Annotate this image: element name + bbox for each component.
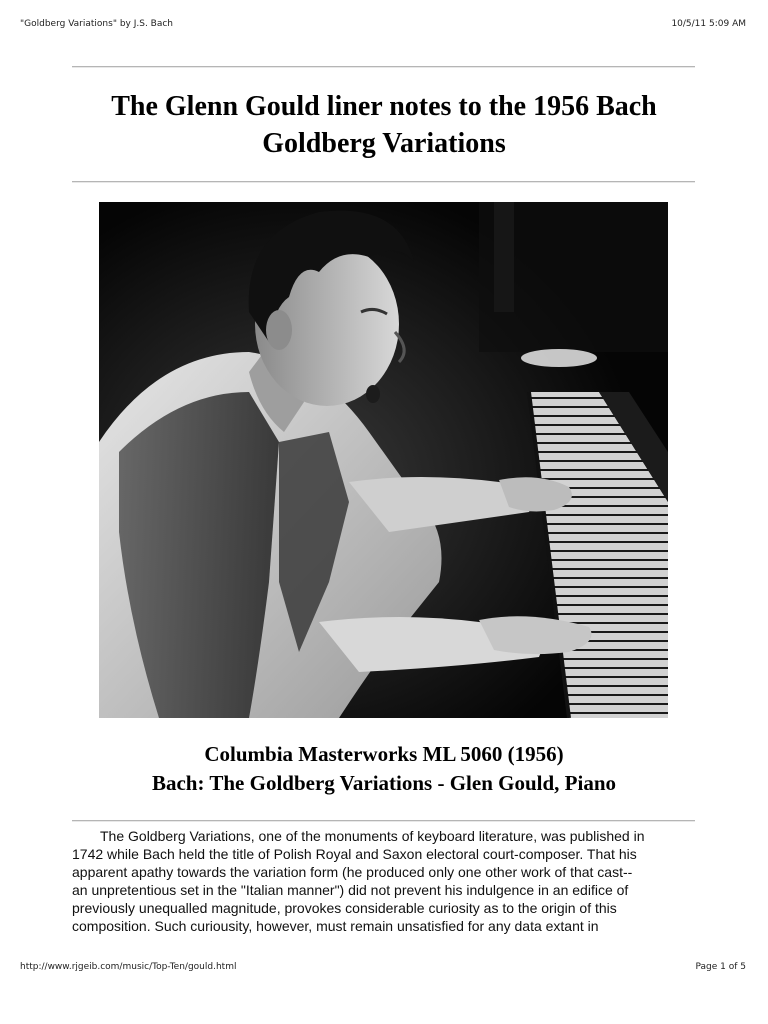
subtitle-line-2: Bach: The Goldberg Variations - Glen Gould, Piano xyxy=(151,771,617,795)
print-footer xyxy=(20,962,746,972)
print-header xyxy=(20,19,746,29)
title-divider xyxy=(72,181,695,183)
subtitle xyxy=(40,740,728,798)
body-paragraph xyxy=(72,827,698,935)
top-divider xyxy=(72,66,695,68)
body-line: an unpretentious set in the "Italian manner") did not prevent his indulgence in an edifice of xyxy=(72,882,629,898)
photo-glenn-gould-at-piano xyxy=(99,202,668,718)
print-header-title: "Goldberg Variations" by J.S. Bach xyxy=(20,19,174,29)
subtitle-divider xyxy=(72,820,695,822)
body-line: previously unequalled magnitude, provokes considerable curiosity as to the origin of this xyxy=(72,900,617,916)
body-line: apparent apathy towards the variation form (he produced only one other work of that cast-- xyxy=(72,864,633,880)
body-line: composition. Such curiousity, however, must remain unsatisfied for any data extant in xyxy=(72,918,599,934)
print-header-datetime: 10/5/11 5:09 AM xyxy=(671,19,746,29)
subtitle-line-1: Columbia Masterworks ML 5060 (1956) xyxy=(204,742,564,766)
body-line: 1742 while Bach held the title of Polish Royal and Saxon electoral court-composer. That his xyxy=(72,846,637,862)
page-title-line-2: Goldberg Variations xyxy=(262,128,506,159)
print-footer-url: http://www.rjgeib.com/music/Top-Ten/gould.html xyxy=(20,962,237,972)
page-title-line-1: The Glenn Gould liner notes to the 1956 Bach xyxy=(111,91,657,122)
body-line: The Goldberg Variations, one of the monuments of keyboard literature, was published in xyxy=(100,828,645,844)
page-title xyxy=(40,88,728,162)
print-footer-page: Page 1 of 5 xyxy=(695,962,746,972)
